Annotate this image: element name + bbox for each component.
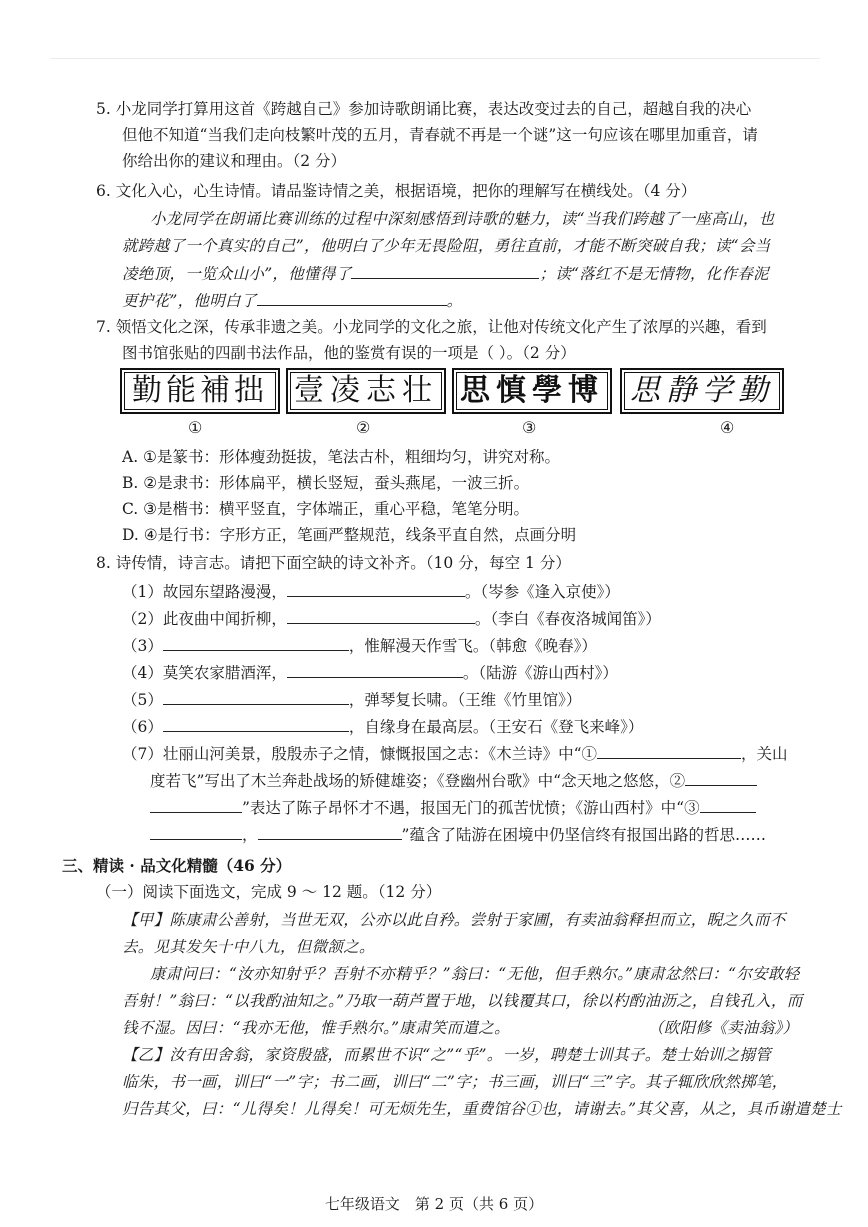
q8-blank-9a[interactable]	[700, 794, 756, 813]
q8-blank-10[interactable]	[258, 821, 402, 840]
q7-option-b[interactable]: B. ②是隶书：形体扁平，横长竖短，蚕头燕尾，一波三折。	[122, 474, 530, 492]
q8-item-6-num: （6）	[122, 718, 163, 736]
q6-line-5-text-b: 。	[446, 292, 463, 310]
passage-jia-source: （欧阳修《卖油翁》）	[648, 1019, 799, 1037]
q8-item-7-text-f: ”蕴含了陆游在困境中仍坚信终有报国出路的哲思……	[401, 826, 766, 844]
section-3-subtitle: （一）阅读下面选文，完成 9 ～ 12 题。（12 分）	[96, 883, 442, 901]
q8-item-1-source: 。（岑参《逢入京使》）	[464, 583, 620, 601]
passage-jia-line-1: 【甲】陈康肃公善射，当世无双，公亦以此自矜。尝射于家圃，有卖油翁释担而立，睨之久而不	[122, 911, 786, 929]
q8-line-1: 8. 诗传情，诗言志。请把下面空缺的诗文补齐。（10 分，每空 1 分）	[96, 554, 571, 572]
q8-item-4	[122, 659, 618, 686]
q7-option-d[interactable]: D. ④是行书：字形方正，笔画严整规范，线条平直自然，点画分明	[122, 526, 577, 544]
top-rule	[50, 58, 820, 59]
q7-line-1: 7. 领悟文化之深，传承非遗之美。小龙同学的文化之旅，让他对传统文化产生了浓厚的兴趣，看到	[96, 318, 767, 336]
q6-line-4	[122, 260, 769, 287]
q8-item-7-line-4	[150, 821, 766, 848]
q8-item-3-num: （3）	[122, 637, 163, 655]
calligraphy-work-1: 勤能補拙	[120, 368, 280, 414]
q7-option-a[interactable]: A. ①是篆书：形体瘦劲挺拔，笔法古朴，粗细均匀，讲究对称。	[122, 448, 560, 466]
work-number-1: ①	[188, 418, 203, 437]
q7-option-c[interactable]: C. ③是楷书：横平竖直，字体端正，重心平稳，笔笔分明。	[122, 500, 530, 518]
q8-item-4-source: 。（陆游《游山西村》）	[462, 664, 618, 682]
page-footer: 七年级语文 第 2 页（共 6 页）	[324, 1195, 544, 1213]
work-number-2: ②	[356, 418, 371, 437]
passage-yi-line-3: 归告其父，曰：“儿得矣！儿得矣！可无烦先生，重费馆谷①也，请谢去。”其父喜，从之，具币谢遣楚士	[122, 1100, 842, 1118]
q8-item-7-text-a: （7）壮丽山河美景，殷殷赤子之情，慷慨报国之志：《木兰诗》中“①	[122, 745, 598, 763]
q6-line-4-text-b: ；读“落红不是无情物，化作春泥	[539, 265, 769, 283]
q8-item-1-text: （1）故园东望路漫漫，	[122, 583, 287, 601]
q6-line-5-text-a: 更护花”，他明白了	[122, 292, 257, 310]
q8-blank-5[interactable]	[163, 686, 349, 705]
work-number-4: ④	[720, 418, 735, 437]
passage-yi-line-1: 【乙】汝有田舍翁，家资殷盛，而累世不识“之”“乎”。一岁，聘楚士训其子。楚士始训之搦管	[122, 1046, 772, 1064]
passage-yi-line-2: 临朱，书一画，训曰“一”字；书二画，训曰“二”字；书三画，训曰“三”字。其子辄欣欣然掷笔，	[122, 1073, 788, 1091]
work-number-3: ③	[522, 418, 537, 437]
q8-item-5	[122, 686, 581, 713]
q8-blank-3[interactable]	[163, 632, 349, 651]
q8-blank-8a[interactable]	[685, 767, 757, 786]
q6-line-1: 6. 文化入心，心生诗情。请品鉴诗情之美，根据语境，把你的理解写在横线处。（4 分）	[96, 182, 697, 200]
q8-blank-1[interactable]	[287, 578, 465, 597]
q8-blank-2[interactable]	[287, 605, 475, 624]
calligraphy-works	[120, 368, 784, 414]
q8-item-5-text: ，弹琴复长啸。（王维《竹里馆》）	[348, 691, 582, 709]
q8-item-7-line-3	[150, 794, 756, 821]
q8-item-2-source: 。（李白《春夜洛城闻笛》）	[474, 610, 661, 628]
q8-item-7-text-b: ，关山	[741, 745, 788, 763]
passage-jia-line-2: 去。见其发矢十中八九，但微颔之。	[122, 938, 375, 956]
q8-item-2-text: （2）此夜曲中闻折柳，	[122, 610, 287, 628]
q6-line-2: 小龙同学在朗诵比赛训练的过程中深刻感悟到诗歌的魅力，读“当我们跨越了一座高山，也	[150, 210, 775, 228]
q8-blank-7[interactable]	[597, 740, 741, 759]
q8-item-7-text-c: 度若飞”写出了木兰奔赴战场的矫健雄姿；《登幽州台歌》中“念天地之悠悠，②	[150, 772, 686, 790]
q8-item-7-text-d: ”表达了陈子昂怀才不遇，报国无门的孤苦忧愤；《游山西村》中“③	[242, 799, 700, 817]
q6-answer-blank-2[interactable]	[257, 287, 447, 306]
q8-blank-9b[interactable]	[150, 821, 242, 840]
q8-item-1	[122, 578, 620, 605]
q6-line-5	[122, 287, 462, 314]
calligraphy-work-4: 思静学勤	[620, 368, 784, 414]
q8-item-2	[122, 605, 661, 632]
q8-item-7-line-1	[122, 740, 788, 767]
q8-item-6	[122, 713, 643, 740]
q8-item-5-num: （5）	[122, 691, 163, 709]
q6-answer-blank-1[interactable]	[351, 260, 539, 279]
calligraphy-work-2: 壹凌志壮	[286, 368, 446, 414]
q7-line-2: 图书馆张贴的四副书法作品，他的鉴赏有误的一项是（ ）。（2 分）	[122, 344, 576, 362]
q8-item-3-text: ，惟解漫天作雪飞。（韩愈《晚春》）	[348, 637, 597, 655]
passage-jia-line-5: 钱不湿。因曰：“我亦无他，惟手熟尔。”康肃笑而遣之。	[122, 1019, 510, 1037]
q8-item-4-text: （4）莫笑农家腊酒浑，	[122, 664, 287, 682]
q6-line-4-text-a: 凌绝顶，一览众山小”，他懂得了	[122, 265, 352, 283]
q8-blank-8b[interactable]	[150, 794, 242, 813]
q5-line-1: 5. 小龙同学打算用这首《跨越自己》参加诗歌朗诵比赛，表达改变过去的自己，超越自我的决心	[96, 100, 752, 118]
q6-line-3: 就跨越了一个真实的自己”，他明白了少年无畏险阻，勇往直前，才能不断突破自我；读“会当	[122, 237, 771, 255]
q8-item-7-text-e: ，	[242, 826, 258, 844]
q5-line-2: 但他不知道“当我们走向枝繁叶茂的五月，青春就不再是一个谜”这一句应该在哪里加重音，请	[122, 126, 758, 144]
calligraphy-work-3: 思慎學博	[452, 368, 612, 414]
passage-jia-line-3: 康肃问曰：“汝亦知射乎？吾射不亦精乎？”翁曰：“无他，但手熟尔。”康肃忿然曰：“尔安敢轻	[150, 965, 800, 983]
q8-blank-6[interactable]	[163, 713, 349, 732]
q5-line-3: 你给出你的建议和理由。（2 分）	[122, 152, 347, 170]
passage-jia-line-4: 吾射！”翁曰：“以我酌油知之。”乃取一葫芦置于地，以钱覆其口，徐以杓酌油沥之，自钱孔入，而	[122, 992, 803, 1010]
q8-blank-4[interactable]	[287, 659, 463, 678]
q8-item-6-text: ，自缘身在最高层。（王安石《登飞来峰》）	[348, 718, 644, 736]
q8-item-7-line-2	[150, 767, 757, 794]
section-3-title: 三、精读 · 品文化精髓（46 分）	[62, 856, 292, 875]
q8-item-3	[122, 632, 597, 659]
